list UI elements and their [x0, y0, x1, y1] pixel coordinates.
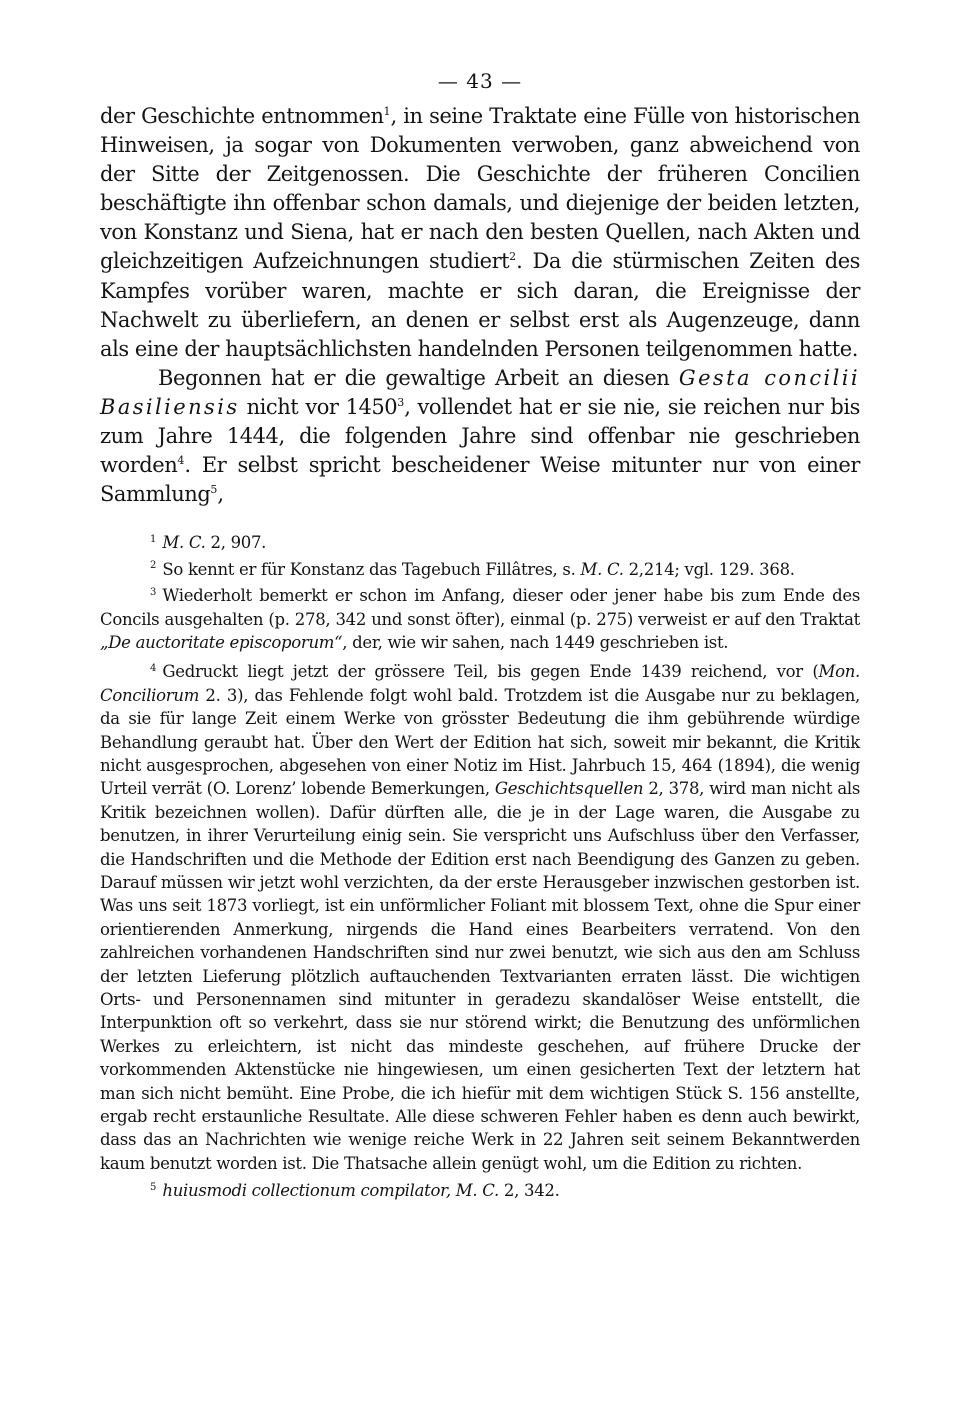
footnote-mark: 4 [150, 662, 157, 674]
text-run: nicht vor 1450 [239, 394, 398, 419]
footnote-5 [100, 1179, 860, 1202]
text-run: . Er selbst spricht bescheidener Weise mitunter nur von einer Sammlung [100, 453, 860, 507]
paragraph-1 [100, 102, 860, 364]
footnote-ref-4: 4 [177, 454, 185, 468]
footnote-ref-2: 2 [509, 250, 517, 264]
footnote-4 [100, 660, 860, 1175]
citation-title: Mon. Conciliorum [100, 662, 860, 705]
citation-abbrev: M. C. [580, 559, 624, 579]
text-run: 2,214; vgl. 129. 368. [623, 559, 795, 579]
text-run: Wiederholt bemerkt er schon im Anfang, dieser oder jener habe bis zum Ende des Concils ausgehalten (p. 278, 342 und sonst öfter), einmal (p. 275) verweist er auf den Traktat [100, 586, 860, 629]
page-number: — 43 — [437, 69, 523, 93]
footnote-ref-5: 5 [210, 483, 218, 497]
latin-quote: huiusmodi collectionum compilator, M. C. [162, 1181, 499, 1201]
footnote-mark: 1 [150, 533, 157, 545]
footnote-2 [100, 558, 860, 581]
text-run: . Da die stürmischen Zeiten des Kampfes vorüber waren, machte er sich daran, die Ereignisse der Nachwelt zu überliefern, an denen er selbst erst als Augenzeuge, dann als eine der hauptsächlichsten handelnden Personen teilgenommen hatte. [100, 249, 860, 361]
footnote-ref-3: 3 [397, 395, 405, 409]
text-run: So kennt er für Konstanz das Tagebuch Fillâtres, s. [162, 559, 581, 579]
text-run: Begonnen hat er die gewaltige Arbeit an diesen [158, 365, 679, 390]
text-run: , vollendet hat er sie nie, sie reichen nur bis zum Jahre 1444, die folgenden Jahre sind offenbar nie geschrieben worden [100, 394, 861, 478]
footnote-3 [100, 584, 860, 654]
footnote-1 [100, 531, 860, 554]
text-run: , [217, 482, 224, 507]
work-title: Gesta concilii Basiliensis [100, 365, 861, 419]
citation-abbrev: M. C. [162, 533, 206, 553]
footnotes [100, 531, 860, 1202]
footnote-mark: 3 [150, 586, 157, 598]
text-run: 2. 3), das Fehlende folgt wohl bald. Trotzdem ist die Ausgabe nur zu beklagen, da sie für lange Zeit einem Werke von grösster Bedeutung die ihm gebührende würdige Behandlung geraubt hat. Über den Wert der Edition hat sich, soweit mir bekannt, die Kritik nicht ausgesprochen, abgesehen von einer Notiz im Hist. Jahrbuch 15, 464 (1894), die wenig Urteil verrät (O. Lorenz’ lobende Bemerkungen, [100, 685, 860, 799]
text-run: der Geschichte entnommen [100, 104, 384, 128]
footnote-mark: 5 [150, 1181, 157, 1193]
paragraph-2 [100, 364, 860, 509]
text-run: 2, 378, wird man nicht als Kritik bezeichnen wollen). Dafür dürften alle, die je in der Lage waren, die Ausgabe zu benutzen, in ihrer Verurteilung einig sein. Sie verspricht uns Aufschluss über den Verfasser, die Handschriften und die Methode der Edition erst nach Beendigung des Ganzen zu geben. Darauf müssen wir jetzt wohl verzichten, da der erste Herausgeber inzwischen gestorben ist. Was uns seit 1873 vorliegt, ist ein unförmlicher Foliant mit blossem Text, ohne die Spur einer orientierenden Anmerkung, nirgends die Hand eines Bearbeiters verratend. Von den zahlreichen vorhandenen Handschriften sind nur zwei benutzt, wie sich aus den am Schluss der letzten Lieferung plötzlich auftauchenden Textvarianten erraten lässt. Die wichtigen Orts- und Personennamen sind mitunter in geradezu skandalöser Weise entstellt, die Interpunktion oft so verkehrt, dass sie nur störend wirkt; die Benutzung des unförmlichen Werkes zu erleichtern, ist nicht das mindeste geschehen, auf frühere Drucke der vorkommenden Aktenstücke nie hingewiesen, um einen gesicherten Text der letztern hat man sich nicht bemüht. Eine Probe, die ich hiefür mit dem wichtigen Stück S. 156 anstellte, ergab recht erstaunliche Resultate. Alle diese schweren Fehler haben es denn auch bewirkt, dass das an Nachrichten wie wenige reiche Werk in 22 Jahren seit seinem Bekanntwerden kaum benutzt worden ist. Die Thatsache allein genügt wohl, um die Edition zu richten. [100, 779, 861, 1173]
book-page [100, 66, 860, 1207]
citation-title: Geschichtsquellen [494, 779, 644, 799]
footnote-ref-1: 1 [383, 105, 391, 118]
text-run: , der, wie wir sahen, nach 1449 geschrieben ist. [342, 632, 729, 652]
text-run: Gedruckt liegt jetzt der grössere Teil, bis gegen Ende 1439 reichend, vor ( [162, 662, 819, 682]
text-run: 2, 342. [498, 1181, 560, 1201]
footnote-mark: 2 [150, 560, 157, 572]
text-run: , in seine Traktate eine Fülle von historischen Hinweisen, ja sogar von Dokumenten verwoben, ganz abweichend von der Sitte der Zeitgenossen. Die Geschichte der früheren Concilien beschäftigte ihn offenbar schon damals, und diejenige der beiden letzten, von Konstanz und Siena, hat er nach den besten Quellen, nach Akten und gleichzeitigen Aufzeichnungen studiert [100, 104, 860, 274]
text-run: 2, 907. [205, 533, 267, 553]
main-text [100, 102, 860, 509]
treatise-title: „De auctoritate episcoporum“ [100, 632, 343, 652]
